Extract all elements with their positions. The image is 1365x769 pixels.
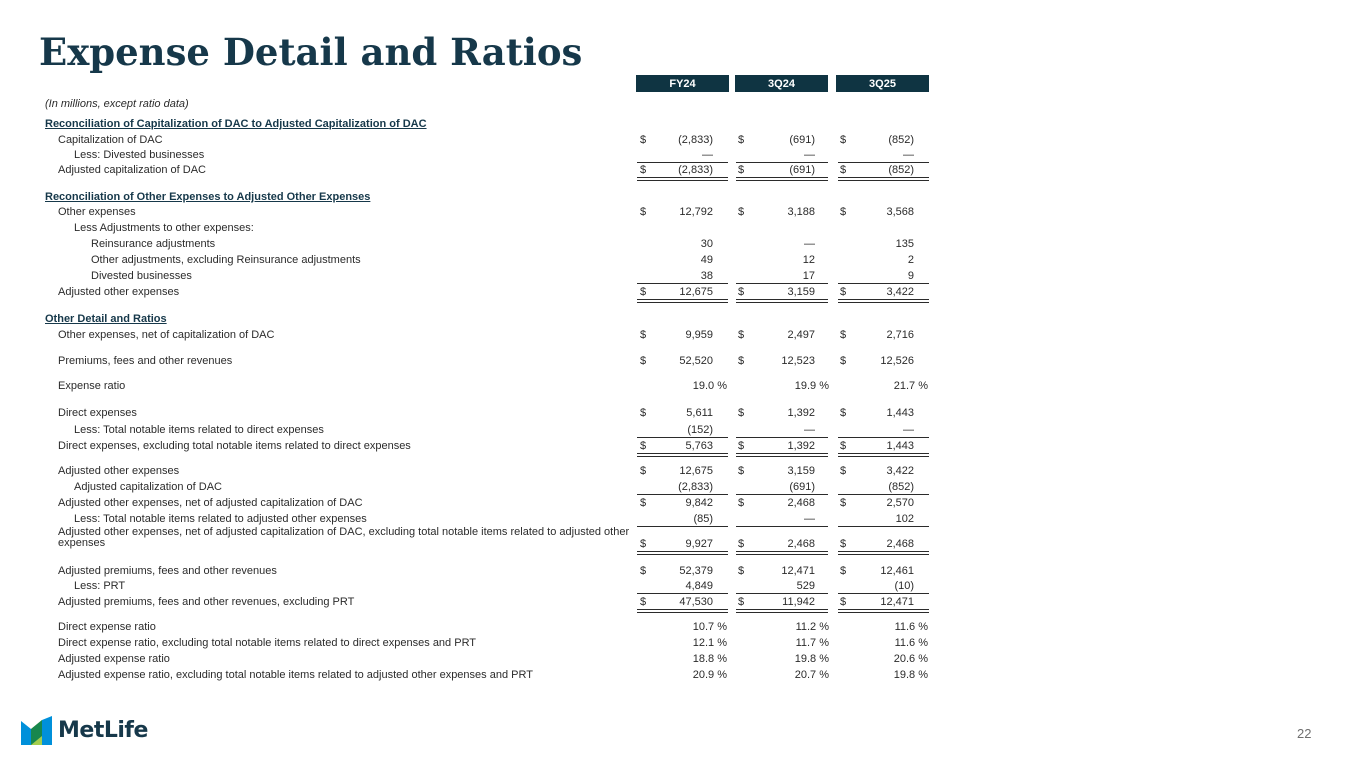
cell-3q25: 12,526 <box>880 355 914 367</box>
currency-symbol: $ <box>840 134 847 146</box>
cell-3q24: 3,159 <box>787 465 815 477</box>
cell-3q24: (691) <box>789 481 815 493</box>
cell-fy24: 12,675 <box>679 286 713 298</box>
total-double-rule <box>838 609 929 613</box>
row-label: Direct expenses, excluding total notable items related to direct expenses <box>58 440 411 452</box>
total-double-rule <box>736 177 828 181</box>
currency-symbol: $ <box>640 538 647 550</box>
row-label: Adjusted expense ratio, excluding total notable items related to adjusted other expenses and PRT <box>58 669 533 681</box>
total-double-rule <box>637 609 728 613</box>
cell-3q24: 20.7 % <box>794 669 829 681</box>
metlife-logo <box>21 716 148 745</box>
currency-symbol: $ <box>738 206 745 218</box>
cell-3q24: 11.2 % <box>795 621 829 633</box>
row-label: Other expenses <box>58 206 136 218</box>
total-double-rule <box>838 551 929 555</box>
currency-symbol: $ <box>738 329 745 341</box>
cell-3q24: 2,497 <box>787 329 815 341</box>
currency-symbol: $ <box>738 407 745 419</box>
row-label: Adjusted capitalization of DAC <box>58 164 206 176</box>
currency-symbol: $ <box>840 565 847 577</box>
row-label: Adjusted capitalization of DAC <box>74 481 222 493</box>
cell-3q25: 2,468 <box>886 538 914 550</box>
cell-fy24: (2,833) <box>678 164 713 176</box>
column-header-3q24: 3Q24 <box>735 75 828 92</box>
currency-symbol: $ <box>640 355 647 367</box>
cell-fy24: (2,833) <box>678 134 713 146</box>
cell-3q25: 12,471 <box>880 596 914 608</box>
cell-3q25: — <box>903 424 914 436</box>
total-double-rule <box>736 609 828 613</box>
cell-3q24: 19.9 % <box>794 380 829 392</box>
cell-fy24: (85) <box>693 513 713 525</box>
subtotal-rule <box>736 283 828 284</box>
cell-3q25: 20.6 % <box>893 653 928 665</box>
row-label: Adjusted expense ratio <box>58 653 170 665</box>
currency-symbol: $ <box>840 286 847 298</box>
currency-symbol: $ <box>738 465 745 477</box>
row-label: Less: Total notable items related to direct expenses <box>74 424 324 436</box>
row-label: Direct expenses <box>58 407 137 419</box>
subtotal-rule <box>736 162 828 163</box>
cell-3q25: 2 <box>907 254 914 266</box>
currency-symbol: $ <box>738 538 745 550</box>
row-label: Direct expense ratio, excluding total notable items related to direct expenses and PRT <box>58 637 477 649</box>
cell-3q25: 2,570 <box>886 497 914 509</box>
row-label: Reinsurance adjustments <box>91 238 216 250</box>
currency-symbol: $ <box>640 134 647 146</box>
cell-fy24: 9,927 <box>685 538 713 550</box>
cell-3q25: 3,422 <box>886 286 914 298</box>
total-double-rule <box>838 453 929 457</box>
row-label: Less: Divested businesses <box>74 149 205 161</box>
cell-3q24: 12,471 <box>781 565 815 577</box>
table-note: (In millions, except ratio data) <box>45 98 189 110</box>
subtotal-rule <box>637 494 728 495</box>
cell-3q25: 1,443 <box>886 407 914 419</box>
subtotal-rule <box>736 593 828 594</box>
cell-fy24: 12,675 <box>679 465 713 477</box>
currency-symbol: $ <box>640 164 647 176</box>
cell-3q25: 1,443 <box>886 440 914 452</box>
cell-3q24: — <box>804 424 815 436</box>
cell-3q25: — <box>903 149 914 161</box>
subtotal-rule <box>637 162 728 163</box>
total-double-rule <box>736 453 828 457</box>
cell-3q24: — <box>804 149 815 161</box>
cell-fy24: (152) <box>687 424 713 436</box>
cell-fy24: — <box>702 149 713 161</box>
section-title: Other Detail and Ratios <box>45 313 167 325</box>
cell-3q24: (691) <box>789 134 815 146</box>
currency-symbol: $ <box>640 565 647 577</box>
cell-fy24: 52,379 <box>679 565 713 577</box>
row-label: Divested businesses <box>91 270 192 282</box>
cell-3q25: 12,461 <box>880 565 914 577</box>
cell-fy24: 18.8 % <box>692 653 727 665</box>
cell-3q25: (852) <box>888 134 914 146</box>
subtotal-rule <box>838 593 929 594</box>
currency-symbol: $ <box>738 286 745 298</box>
currency-symbol: $ <box>738 164 745 176</box>
subtotal-rule <box>838 494 929 495</box>
subtotal-rule <box>838 437 929 438</box>
row-label: Adjusted other expenses, net of adjusted capitalization of DAC <box>58 497 363 509</box>
cell-3q24: 3,188 <box>787 206 815 218</box>
subtotal-rule <box>637 437 728 438</box>
currency-symbol: $ <box>840 206 847 218</box>
subtotal-rule <box>838 162 929 163</box>
cell-3q24: 1,392 <box>787 407 815 419</box>
currency-symbol: $ <box>840 596 847 608</box>
cell-3q24: — <box>804 238 815 250</box>
currency-symbol: $ <box>840 440 847 452</box>
page-title: Expense Detail and Ratios <box>39 30 583 74</box>
total-double-rule <box>736 299 828 303</box>
row-label: Less: PRT <box>74 580 126 592</box>
row-label: Expense ratio <box>58 380 126 392</box>
column-header-fy24: FY24 <box>636 75 729 92</box>
subtotal-rule <box>637 283 728 284</box>
currency-symbol: $ <box>840 407 847 419</box>
subtotal-rule <box>736 437 828 438</box>
row-label: Capitalization of DAC <box>58 134 163 146</box>
row-label: Other expenses, net of capitalization of DAC <box>58 329 275 341</box>
cell-fy24: 4,849 <box>685 580 713 592</box>
currency-symbol: $ <box>738 355 745 367</box>
cell-3q24: 12,523 <box>781 355 815 367</box>
total-double-rule <box>637 551 728 555</box>
cell-3q25: (10) <box>894 580 914 592</box>
row-label: Adjusted premiums, fees and other revenues <box>58 565 277 577</box>
subtotal-rule <box>736 494 828 495</box>
row-label: Adjusted other expenses <box>58 465 180 477</box>
row-label: Other adjustments, excluding Reinsurance adjustments <box>91 254 361 266</box>
cell-3q25: 135 <box>895 238 914 250</box>
page-number: 22 <box>1297 726 1312 741</box>
cell-3q25: 102 <box>895 513 914 525</box>
currency-symbol: $ <box>640 465 647 477</box>
currency-symbol: $ <box>840 497 847 509</box>
currency-symbol: $ <box>738 497 745 509</box>
total-double-rule <box>736 551 828 555</box>
cell-3q25: 2,716 <box>886 329 914 341</box>
cell-3q24: — <box>804 513 815 525</box>
currency-symbol: $ <box>738 440 745 452</box>
cell-fy24: 5,611 <box>686 407 713 419</box>
column-header-3q25: 3Q25 <box>836 75 929 92</box>
currency-symbol: $ <box>640 206 647 218</box>
cell-3q24: 3,159 <box>787 286 815 298</box>
cell-3q24: 2,468 <box>787 538 815 550</box>
total-double-rule <box>838 299 929 303</box>
cell-3q25: (852) <box>888 164 914 176</box>
currency-symbol: $ <box>840 465 847 477</box>
cell-3q24: 1,392 <box>787 440 815 452</box>
cell-fy24: 52,520 <box>679 355 713 367</box>
cell-3q24: 11.7 % <box>795 637 829 649</box>
cell-3q25: 9 <box>907 270 914 282</box>
cell-fy24: 38 <box>700 270 713 282</box>
cell-3q24: 17 <box>802 270 815 282</box>
currency-symbol: $ <box>640 329 647 341</box>
cell-3q24: 19.8 % <box>794 653 829 665</box>
cell-3q25: (852) <box>888 481 914 493</box>
currency-symbol: $ <box>640 440 647 452</box>
cell-3q25: 11.6 % <box>894 621 928 633</box>
total-double-rule <box>637 453 728 457</box>
cell-3q25: 3,422 <box>886 465 914 477</box>
cell-3q24: (691) <box>789 164 815 176</box>
metlife-logo-text: MetLife <box>58 718 148 743</box>
currency-symbol: $ <box>640 286 647 298</box>
row-label: Adjusted premiums, fees and other revenues, excluding PRT <box>58 596 355 608</box>
currency-symbol: $ <box>640 497 647 509</box>
currency-symbol: $ <box>640 596 647 608</box>
currency-symbol: $ <box>738 565 745 577</box>
section-title: Reconciliation of Other Expenses to Adjusted Other Expenses <box>45 191 371 203</box>
cell-3q24: 12 <box>802 254 815 266</box>
currency-symbol: $ <box>738 596 745 608</box>
cell-fy24: 10.7 % <box>692 621 727 633</box>
cell-fy24: (2,833) <box>678 481 713 493</box>
currency-symbol: $ <box>738 134 745 146</box>
cell-fy24: 47,530 <box>679 596 713 608</box>
cell-fy24: 5,763 <box>685 440 713 452</box>
total-double-rule <box>637 177 728 181</box>
subtotal-rule <box>838 526 929 527</box>
cell-fy24: 20.9 % <box>692 669 727 681</box>
cell-fy24: 12,792 <box>679 206 713 218</box>
cell-3q25: 19.8 % <box>893 669 928 681</box>
currency-symbol: $ <box>840 164 847 176</box>
currency-symbol: $ <box>840 538 847 550</box>
cell-fy24: 19.0 % <box>692 380 727 392</box>
row-label: Premiums, fees and other revenues <box>58 355 233 367</box>
cell-fy24: 30 <box>700 238 713 250</box>
row-label: Adjusted other expenses <box>58 286 180 298</box>
metlife-logo-icon <box>21 716 52 745</box>
currency-symbol: $ <box>840 355 847 367</box>
total-double-rule <box>838 177 929 181</box>
cell-fy24: 9,959 <box>685 329 713 341</box>
cell-3q25: 3,568 <box>886 206 914 218</box>
section-title: Reconciliation of Capitalization of DAC to Adjusted Capitalization of DAC <box>45 118 427 130</box>
cell-3q24: 2,468 <box>787 497 815 509</box>
currency-symbol: $ <box>640 407 647 419</box>
row-label: Less: Total notable items related to adjusted other expenses <box>74 513 367 525</box>
subtotal-rule <box>637 593 728 594</box>
cell-3q24: 11,942 <box>782 596 815 608</box>
cell-fy24: 9,842 <box>685 497 713 509</box>
currency-symbol: $ <box>840 329 847 341</box>
subtotal-rule <box>637 526 728 527</box>
subtotal-rule <box>838 283 929 284</box>
row-label: Direct expense ratio <box>58 621 156 633</box>
row-label: Less Adjustments to other expenses: <box>74 222 254 234</box>
total-double-rule <box>637 299 728 303</box>
cell-fy24: 49 <box>700 254 713 266</box>
row-label: Adjusted other expenses, net of adjusted capitalization of DAC, excluding total notable items related to adjusted other expenses <box>58 526 630 549</box>
cell-3q24: 529 <box>796 580 815 592</box>
subtotal-rule <box>736 526 828 527</box>
cell-fy24: 12.1 % <box>692 637 727 649</box>
cell-3q25: 11.6 % <box>894 637 928 649</box>
cell-3q25: 21.7 % <box>893 380 928 392</box>
